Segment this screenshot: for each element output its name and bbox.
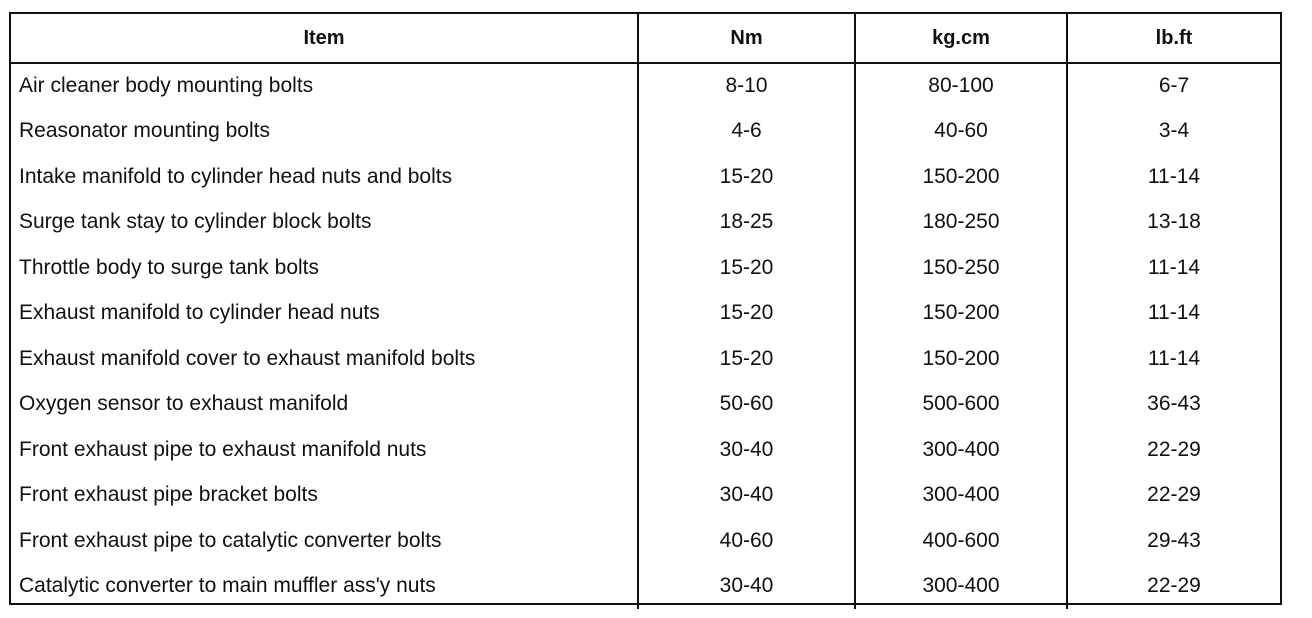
cell-nm: 8-10	[638, 63, 855, 109]
cell-nm: 4-6	[638, 109, 855, 155]
cell-item: Reasonator mounting bolts	[19, 119, 270, 143]
cell-kgcm: 80-100	[855, 63, 1067, 109]
cell-item: Front exhaust pipe to exhaust manifold nuts	[19, 437, 427, 461]
cell-nm: 15-20	[638, 291, 855, 337]
cell-kgcm: 40-60	[855, 109, 1067, 155]
cell-nm: 50-60	[638, 382, 855, 428]
cell-item: Exhaust manifold to cylinder head nuts	[19, 301, 380, 325]
cell-item: Oxygen sensor to exhaust manifold	[19, 392, 349, 416]
cell-item: Intake manifold to cylinder head nuts and bolts	[19, 164, 453, 188]
cell-nm: 15-20	[638, 245, 855, 291]
cell-item: Catalytic converter to main muffler ass'y nuts	[19, 574, 436, 598]
cell-lbft: 6-7	[1067, 63, 1280, 109]
cell-lbft: 22-29	[1067, 473, 1280, 519]
cell-item: Exhaust manifold cover to exhaust manifold bolts	[19, 346, 476, 370]
cell-item: Front exhaust pipe bracket bolts	[19, 483, 318, 507]
table-row	[11, 382, 1280, 428]
cell-kgcm: 300-400	[855, 473, 1067, 519]
torque-spec-table	[11, 14, 1280, 609]
table-row	[11, 109, 1280, 155]
cell-lbft: 11-14	[1067, 336, 1280, 382]
cell-lbft: 11-14	[1067, 154, 1280, 200]
cell-nm: 30-40	[638, 564, 855, 610]
column-header-item: Item	[11, 14, 638, 63]
table-row	[11, 564, 1280, 610]
table-row	[11, 63, 1280, 109]
cell-lbft: 3-4	[1067, 109, 1280, 155]
cell-lbft: 11-14	[1067, 291, 1280, 337]
table-row	[11, 473, 1280, 519]
table-row	[11, 154, 1280, 200]
cell-item: Air cleaner body mounting bolts	[19, 74, 314, 98]
cell-nm: 30-40	[638, 473, 855, 519]
table-row	[11, 200, 1280, 246]
cell-lbft: 22-29	[1067, 427, 1280, 473]
cell-nm: 15-20	[638, 336, 855, 382]
cell-kgcm: 150-200	[855, 154, 1067, 200]
cell-nm: 15-20	[638, 154, 855, 200]
column-header-kgcm: kg.cm	[855, 14, 1067, 63]
table-row	[11, 427, 1280, 473]
cell-lbft: 29-43	[1067, 518, 1280, 564]
cell-lbft: 36-43	[1067, 382, 1280, 428]
cell-kgcm: 300-400	[855, 564, 1067, 610]
cell-kgcm: 500-600	[855, 382, 1067, 428]
cell-kgcm: 150-200	[855, 336, 1067, 382]
cell-kgcm: 150-250	[855, 245, 1067, 291]
cell-item: Throttle body to surge tank bolts	[19, 255, 319, 279]
table-header-row	[11, 14, 1280, 63]
column-header-lbft: lb.ft	[1067, 14, 1280, 63]
torque-spec-table-frame	[9, 12, 1282, 605]
cell-kgcm: 180-250	[855, 200, 1067, 246]
cell-nm: 40-60	[638, 518, 855, 564]
table-row	[11, 245, 1280, 291]
cell-lbft: 13-18	[1067, 200, 1280, 246]
table-row	[11, 336, 1280, 382]
cell-item: Surge tank stay to cylinder block bolts	[19, 210, 372, 234]
cell-kgcm: 400-600	[855, 518, 1067, 564]
cell-kgcm: 150-200	[855, 291, 1067, 337]
cell-item: Front exhaust pipe to catalytic converter bolts	[19, 528, 442, 552]
cell-nm: 18-25	[638, 200, 855, 246]
cell-lbft: 22-29	[1067, 564, 1280, 610]
table-row	[11, 518, 1280, 564]
cell-kgcm: 300-400	[855, 427, 1067, 473]
column-header-nm: Nm	[638, 14, 855, 63]
cell-nm: 30-40	[638, 427, 855, 473]
cell-lbft: 11-14	[1067, 245, 1280, 291]
table-row	[11, 291, 1280, 337]
